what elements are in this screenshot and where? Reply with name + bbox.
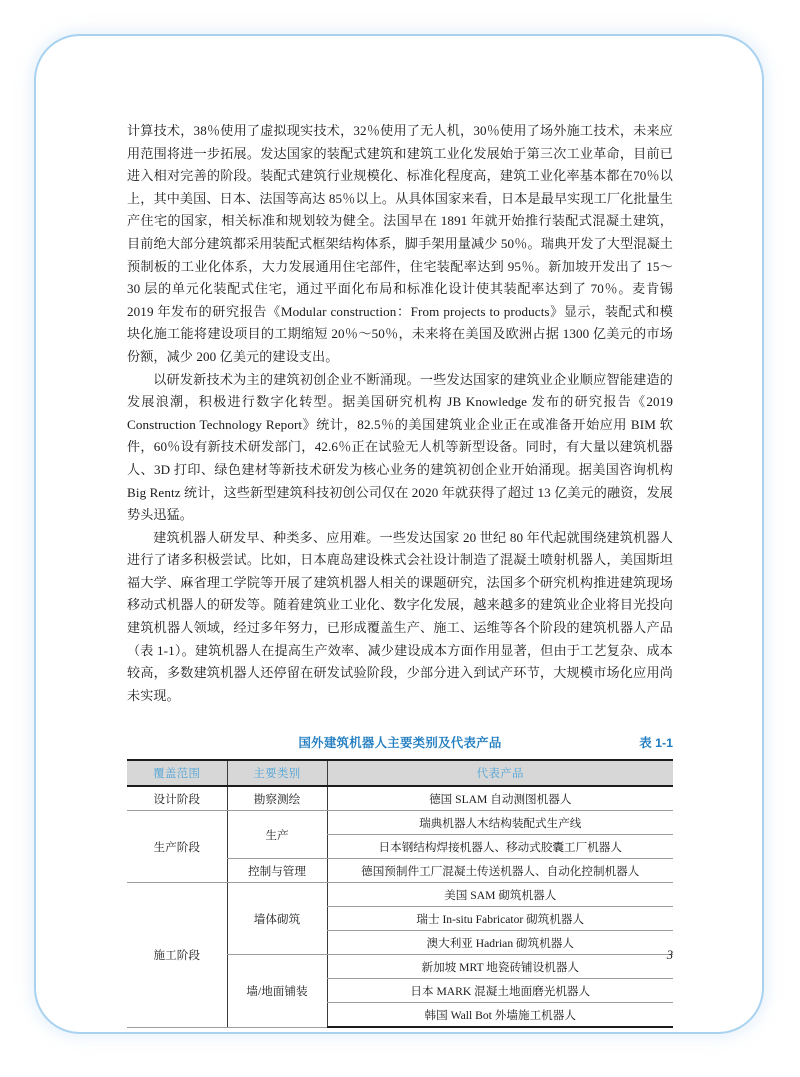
robot-category-table bbox=[127, 759, 673, 1028]
cell-product: 澳大利亚 Hadrian 砌筑机器人 bbox=[327, 931, 673, 955]
table-row bbox=[127, 811, 673, 835]
table-row bbox=[127, 786, 673, 811]
cell-product: 瑞士 In-situ Fabricator 砌筑机器人 bbox=[327, 907, 673, 931]
cell-product: 韩国 Wall Bot 外墙施工机器人 bbox=[327, 1003, 673, 1028]
table-number: 表 1-1 bbox=[639, 736, 673, 751]
paragraph-2: 以研发新技术为主的建筑初创企业不断涌现。一些发达国家的建筑业企业顺应智能建造的发展浪潮，积极进行数字化转型。据美国研究机构 JB Knowledge 发布的研究报告《2019 Construction Technology Report》统计，82.5％的美国建筑业企业正在或准备开始应用 BIM 软件，60％设有新技术研发部门，42.6％正在试验无人机等新型设备。同时，有大量以建筑机器人、3D 打印、绿色建材等新技术研发为核心业务的建筑初创企业开始涌现。据美国咨询机构 Big Rentz 统计，这些新型建筑科技初创公司仅在 2020 年就获得了超过 13 亿美元的融资，发展势头迅猛。 bbox=[127, 371, 673, 523]
cell-stage: 设计阶段 bbox=[127, 786, 227, 811]
table-header-row bbox=[127, 760, 673, 786]
cell-category: 墙/地面铺装 bbox=[227, 955, 327, 1028]
cell-category: 生产 bbox=[227, 811, 327, 859]
paragraph-3: 建筑机器人研发早、种类多、应用难。一些发达国家 20 世纪 80 年代起就围绕建筑机器人进行了诸多积极尝试。比如，日本鹿岛建设株式会社设计制造了混凝土喷射机器人，美国斯坦福大学、麻省理工学院等开展了建筑机器人相关的课题研究，法国多个研究机构推进建筑现场移动式机器人的研发等。随着建筑业工业化、数字化发展，越来越多的建筑业企业将目光投向建筑机器人领域，经过多年努力，已形成覆盖生产、施工、运维等各个阶段的建筑机器人产品（表 1-1）。建筑机器人在提高生产效率、减少建设成本方面作用显著，但由于工艺复杂、成本较高，多数建筑机器人还停留在研发试验阶段，少部分进入到试产环节，大规模市场化应用尚未实现。 bbox=[127, 529, 673, 703]
column-header-scope: 覆盖范围 bbox=[127, 760, 227, 786]
table-title: 国外建筑机器人主要类别及代表产品 bbox=[298, 736, 502, 751]
cell-product: 新加坡 MRT 地瓷砖铺设机器人 bbox=[327, 955, 673, 979]
cell-product: 日本钢结构焊接机器人、移动式胶囊工厂机器人 bbox=[327, 835, 673, 859]
cell-product: 日本 MARK 混凝土地面磨光机器人 bbox=[327, 979, 673, 1003]
column-header-category: 主要类别 bbox=[227, 760, 327, 786]
table-body bbox=[127, 786, 673, 1027]
column-header-product: 代表产品 bbox=[327, 760, 673, 786]
cell-product: 瑞典机器人木结构装配式生产线 bbox=[327, 811, 673, 835]
cell-category: 墙体砌筑 bbox=[227, 883, 327, 955]
cell-stage: 生产阶段 bbox=[127, 811, 227, 883]
table-row bbox=[127, 883, 673, 907]
table-header bbox=[127, 760, 673, 786]
page-number: 3 bbox=[666, 948, 673, 962]
paragraph-1: 计算技术，38％使用了虚拟现实技术，32％使用了无人机，30％使用了场外施工技术，未来应用范围将进一步拓展。发达国家的装配式建筑和建筑工业化发展始于第三次工业革命，目前已进入相对完善的阶段。装配式建筑行业规模化、标准化程度高，建筑工业化率基本都在70％以上，其中美国、日本、法国等高达 85％以上。从具体国家来看，日本是最早实现工厂化批量生产住宅的国家，相关标准和规划较为健全。法国早在 1891 年就开始推行装配式混凝土建筑，目前绝大部分建筑都采用装配式框架结构体系，脚手架用量减少 50％。瑞典开发了大型混凝土预制板的工业化体系，大力发展通用住宅部件，住宅装配率达到 95％。新加坡开发出了 15～30 层的单元化装配式住宅，通过平面化布局和标准化设计使其装配率达到了 70％。麦肯锡 2019 年发布的研究报告《Modular construction：From projects to products》显示，装配式和模块化施工能将建设项目的工期缩短 20％～50％，未来将在美国及欧洲占据 1300 亿美元的市场份额，减少 200 亿美元的建设支出。 bbox=[127, 123, 673, 364]
cell-product: 德国预制件工厂混凝土传送机器人、自动化控制机器人 bbox=[327, 859, 673, 883]
cell-product: 德国 SLAM 自动测图机器人 bbox=[327, 786, 673, 811]
cell-category: 控制与管理 bbox=[227, 859, 327, 883]
table-caption bbox=[127, 733, 673, 753]
text-column bbox=[127, 120, 673, 1028]
cell-category: 勘察测绘 bbox=[227, 786, 327, 811]
cell-stage: 施工阶段 bbox=[127, 883, 227, 1028]
cell-product: 美国 SAM 砌筑机器人 bbox=[327, 883, 673, 907]
